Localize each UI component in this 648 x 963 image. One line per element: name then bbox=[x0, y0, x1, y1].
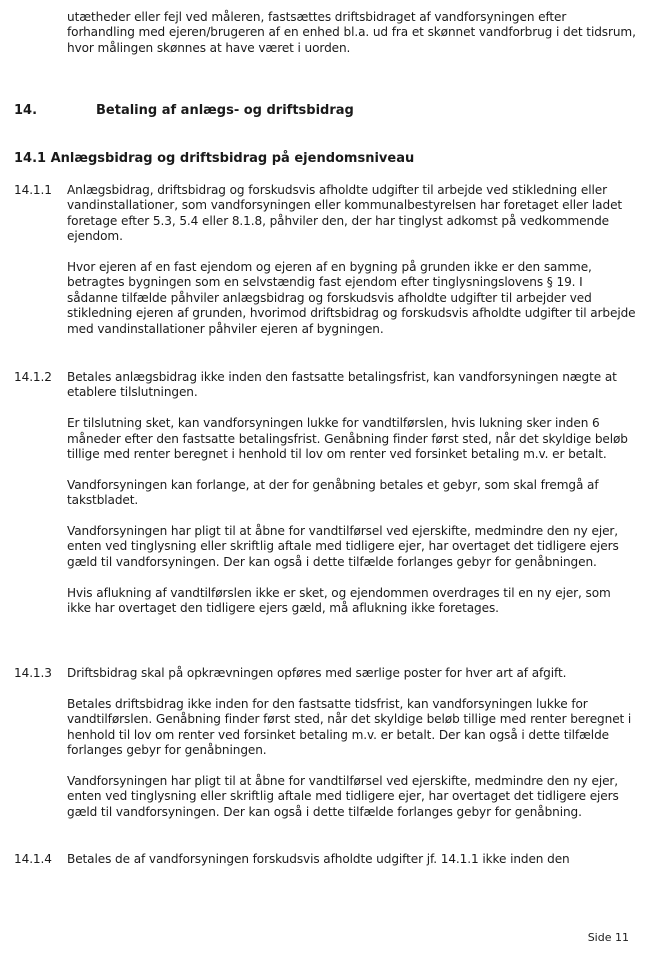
clause-paragraph: Er tilslutning sket, kan vandforsyningen lukke for vandtilførslen, hvis lukning sker inden 6 måneder efter den fastsatte betalingsfrist. Genåbning finder først sted, når det skyldige beløb tillige med renter beregnet i henhold til lov om renter ved forsinket betaling m.v. er betalt. bbox=[67, 416, 628, 462]
clause-paragraph: Anlægsbidrag, driftsbidrag og forskudsvis afholdte udgifter til arbejde ved stikledning eller vandinstallationer, som vandforsyningen eller kommunalbestyrelsen har foretaget eller ladet foretage efter 5.3, 5.4 eller 8.1.8, påhviler den, der har tinglyst adkomst på vedkommende ejendom. bbox=[67, 183, 623, 244]
clause-paragraph: Betales driftsbidrag ikke inden for den fastsatte tidsfrist, kan vandforsyningen lukke for vandtilførslen. Genåbning finder først sted, når det skyldige beløb tillige med renter beregnet i henhold til lov om renter ved forsinket betaling m.v. er betalt. Der kan også i dette tilfælde forlanges gebyr for genåbningen. bbox=[67, 696, 632, 758]
clause-body bbox=[67, 852, 637, 883]
section-title: Betaling af anlægs- og driftsbidrag bbox=[96, 103, 354, 118]
clause-paragraph: Betales de af vandforsyningen forskudsvis afholdte udgifter jf. 14.1.1 ikke inden den bbox=[67, 852, 570, 866]
clause-paragraph: Vandforsyningen har pligt til at åbne for vandtilførsel ved ejerskifte, medmindre den ny ejer, enten ved tinglysning eller skriftlig aftale med tidligere ejer, har overtaget det tidligere ejers gæld til vandforsyningen. Der kan også i dette tilfælde forlanges gebyr for genåbning. bbox=[67, 773, 619, 819]
clause-paragraph: Hvor ejeren af en fast ejendom og ejeren af en bygning på grunden ikke er den samme, betragtes bygningen som en selvstændig fast ejendom efter tinglysningslovens § 19. I sådanne tilfælde påhviler anlægsbidrag og forskudsvis afholdte udgifter til arbejder ved stikledning ejeren af grunden, hvorimod driftsbidrag og forskudsvis afholdte udgifter til arbejde med vandinstallationer påhviler ejeren af bygningen. bbox=[67, 260, 636, 336]
section-number: 14. bbox=[14, 103, 38, 118]
clause-body bbox=[67, 666, 637, 835]
intro-paragraph: utætheder eller fejl ved måleren, fastsættes driftsbidraget af vandforsyningen efter forhandling med ejeren/brugeren af en enhed bl.a. ud fra et skønnet vandforbrug i det tidsrum, hvor målingen skønnes at have været i uorden. bbox=[67, 10, 636, 55]
clause-number: 14.1.4 bbox=[14, 852, 52, 866]
clause-paragraph: Vandforsyningen kan forlange, at der for genåbning betales et gebyr, som skal fremgå af takstbladet. bbox=[67, 477, 599, 508]
clause-body bbox=[67, 370, 637, 632]
page-number: Side 11 bbox=[587, 931, 629, 944]
clause-paragraph: Vandforsyningen har pligt til at åbne for vandtilførsel ved ejerskifte, medmindre den ny ejer, enten ved tinglysning eller skriftlig aftale med tidligere ejer, har overtaget det tidligere ejers gæld til vandforsyningen. Der kan også i dette tilfælde forlanges gebyr for genåbningen. bbox=[67, 524, 619, 569]
clause-paragraph: Betales anlægsbidrag ikke inden den fastsatte betalingsfrist, kan vandforsyningen nægte at etablere tilslutningen. bbox=[67, 370, 617, 400]
clause-number: 14.1.2 bbox=[14, 370, 52, 384]
subsection-title: 14.1 Anlægsbidrag og driftsbidrag på ejendomsniveau bbox=[14, 151, 415, 166]
clause-body bbox=[67, 183, 637, 352]
clause-paragraph: Hvis aflukning af vandtilførslen ikke er sket, og ejendommen overdrages til en ny ejer, som ikke har overtaget den tidligere ejers gæld, må aflukning ikke foretages. bbox=[67, 585, 611, 616]
clause-number: 14.1.3 bbox=[14, 666, 52, 680]
clause-number: 14.1.1 bbox=[14, 183, 52, 197]
clause-paragraph: Driftsbidrag skal på opkrævningen opføres med særlige poster for hver art af afgift. bbox=[67, 666, 567, 680]
